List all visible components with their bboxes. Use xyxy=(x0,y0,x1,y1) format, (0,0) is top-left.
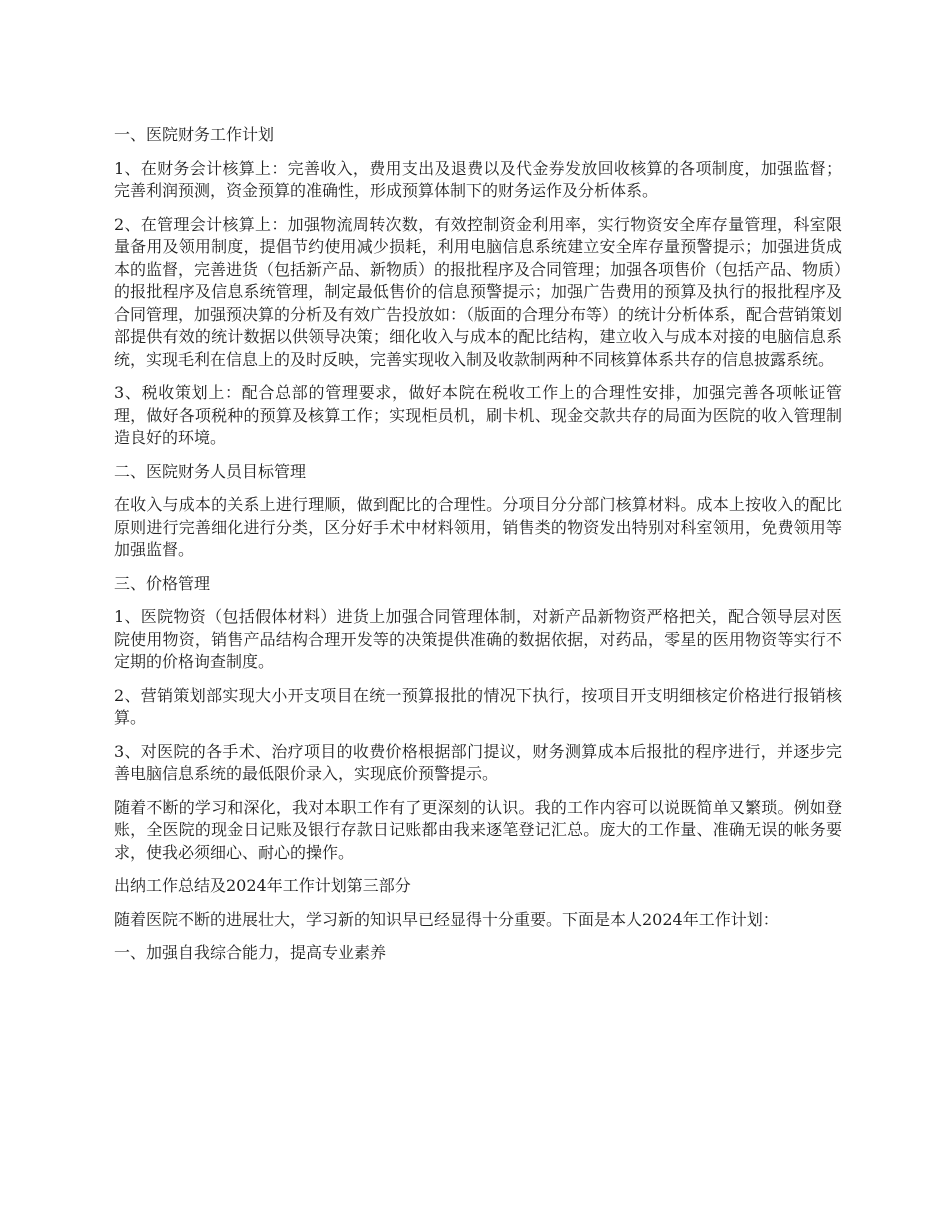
paragraph-price-item-1: 1、医院物资（包括假体材料）进货上加强合同管理体制，对新产品新物资严格把关，配合领导层对医院使用物资，销售产品结构合理开发等的决策提供准确的数据依据，对药品，零星的医用物资等实行不定期的价格询查制度。 xyxy=(114,607,842,671)
section-heading-self-improvement: 一、加强自我综合能力，提高专业素养 xyxy=(114,943,387,962)
paragraph-tax-planning: 3、税收策划上：配合总部的管理要求，做好本院在税收工作上的合理性安排，加强完善各项帐证管理，做好各项税种的预算及核算工作；实现柜员机，刷卡机、现金交款共存的局面为医院的收入管理制造良好的环境。 xyxy=(114,383,842,447)
document-page xyxy=(114,124,842,976)
paragraph-price-item-3: 3、对医院的各手术、治疗项目的收费价格根据部门提议，财务测算成本后报批的程序进行，并逐步完善电脑信息系统的最低限价录入，实现底价预警提示。 xyxy=(114,741,842,783)
paragraph-price-item-2: 2、营销策划部实现大小开支项目在统一预算报批的情况下执行，按项目开支明细核定价格进行报销核算。 xyxy=(114,685,842,727)
paragraph-revenue-cost: 在收入与成本的关系上进行理顺，做到配比的合理性。分项目分分部门核算材料。成本上按收入的配比原则进行完善细化进行分类，区分好手术中材料领用，销售类的物资发出特别对科室领用，免费领用等加强监督。 xyxy=(114,495,842,559)
paragraph-management-accounting: 2、在管理会计核算上：加强物流周转次数，有效控制资金利用率，实行物资安全库存量管理，科室限量备用及领用制度，提倡节约使用减少损耗，利用电脑信息系统建立安全库存量预警提示；加强进货成本的监督，完善进货（包括新产品、新物质）的报批程序及合同管理；加强各项售价（包括产品、物质）的报批程序及信息系统管理，制定最低售价的信息预警提示；加强广告费用的预算及执行的报批程序及合同管理，加强预决算的分析及有效广告投放如：（版面的合理分布等）的统计分析体系，配合营销策划部提供有效的统计数据以供领导决策；细化收入与成本的配比结构，建立收入与成本对接的电脑信息系统，实现毛利在信息上的及时反映，完善实现收入制及收款制两种不同核算体系共存的信息披露系统。 xyxy=(114,214,843,369)
paragraph-plan-intro: 随着医院不断的进展壮大，学习新的知识早已经显得十分重要。下面是本人2024年工作计划： xyxy=(114,909,779,929)
section-heading-finance-plan: 一、医院财务工作计划 xyxy=(114,125,275,144)
section-heading-price-management: 三、价格管理 xyxy=(114,573,211,593)
paragraph-reflection: 随着不断的学习和深化，我对本职工作有了更深刻的认识。我的工作内容可以说既简单又繁琐。例如登账，全医院的现金日记账及银行存款日记账都由我来逐笔登记汇总。庞大的工作量、准确无误的帐务要求，使我必须细心、耐心的操作。 xyxy=(114,797,842,862)
section-heading-staff-management: 二、医院财务人员目标管理 xyxy=(114,461,307,481)
paragraph-financial-accounting: 1、在财务会计核算上：完善收入，费用支出及退费以及代金券发放回收核算的各项制度，加强监督；完善利润预测，资金预算的准确性，形成预算体制下的财务运作及分析体系。 xyxy=(114,158,842,200)
section-heading-part-three: 出纳工作总结及2024年工作计划第三部分 xyxy=(114,876,411,895)
